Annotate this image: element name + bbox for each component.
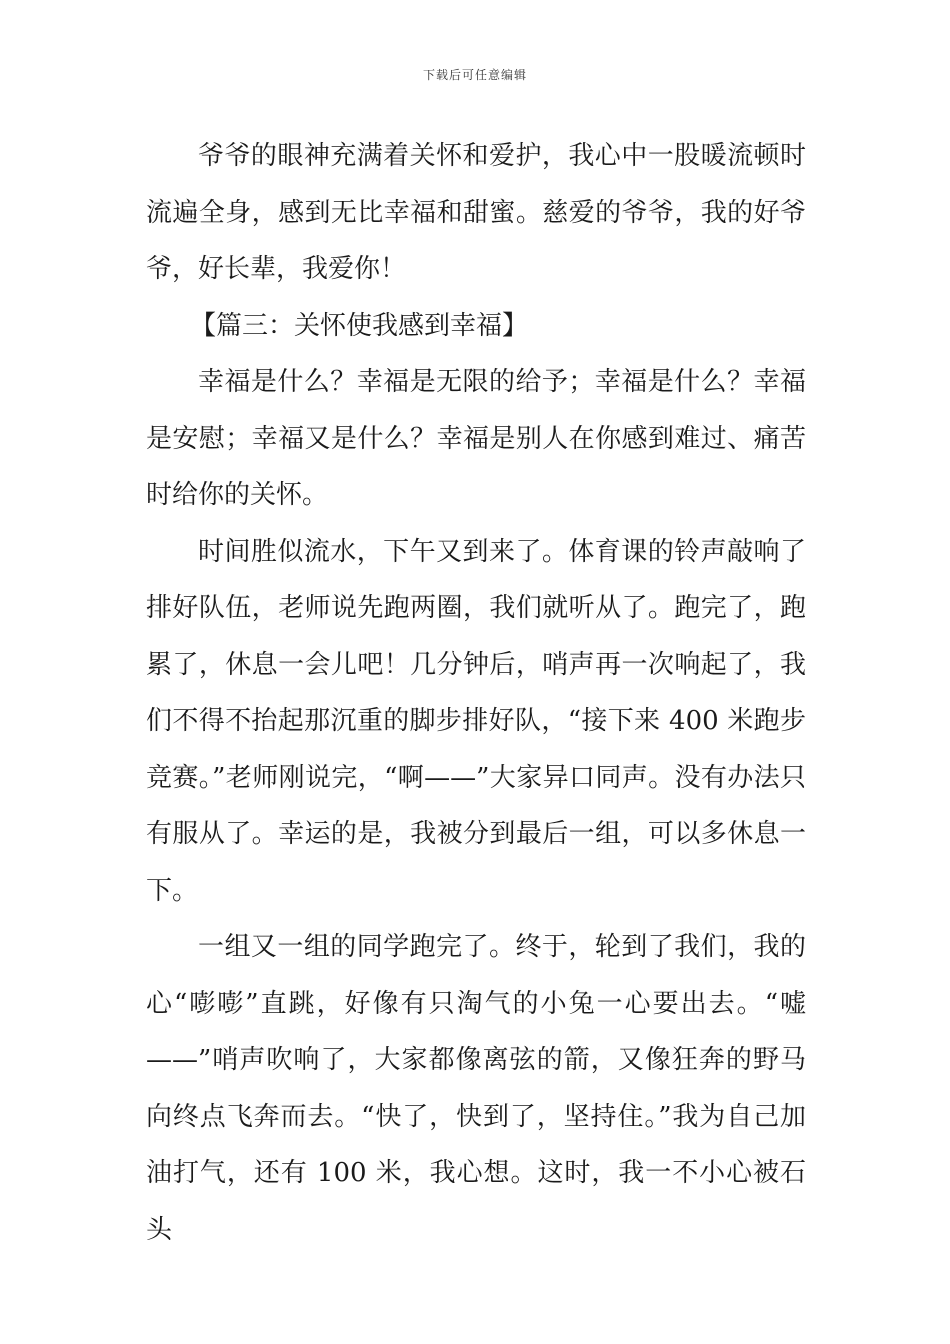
paragraph-race: 一组又一组的同学跑完了。终于，轮到了我们，我的心“嘭嘭”直跳，好像有只淘气的小兔一心要出去。“嘘——”哨声吹响了，大家都像离弦的箭，又像狂奔的野马向终点飞奔而去。“快了，快到了，坚持住。”我为自己加油打气，还有 100 米，我心想。这时，我一不小心被石头 [146, 932, 806, 1245]
paragraph-happiness: 幸福是什么？幸福是无限的给予；幸福是什么？幸福是安慰；幸福又是什么？幸福是别人在你感到难过、痛苦时给你的关怀。 [146, 367, 806, 510]
document-body [146, 128, 806, 1258]
section-heading: 【篇三：关怀使我感到幸福】 [190, 310, 529, 341]
paragraph-pe-class: 时间胜似流水，下午又到来了。体育课的铃声敲响了排好队伍，老师说先跑两圈，我们就听从了。跑完了，跑累了，休息一会儿吧！几分钟后，哨声再一次响起了，我们不得不抬起那沉重的脚步排好队，“接下来 400 米跑步竞赛。”老师刚说完，“啊——”大家异口同声。没有办法只有服从了。幸运的是，我被分到最后一组，可以多休息一下。 [146, 536, 806, 906]
paragraph-grandpa: 爷爷的眼神充满着关怀和爱护，我心中一股暖流顿时流遍全身，感到无比幸福和甜蜜。慈爱的爷爷，我的好爷爷，好长辈，我爱你！ [146, 141, 806, 284]
page-header: 下载后可任意编辑 [422, 68, 527, 82]
